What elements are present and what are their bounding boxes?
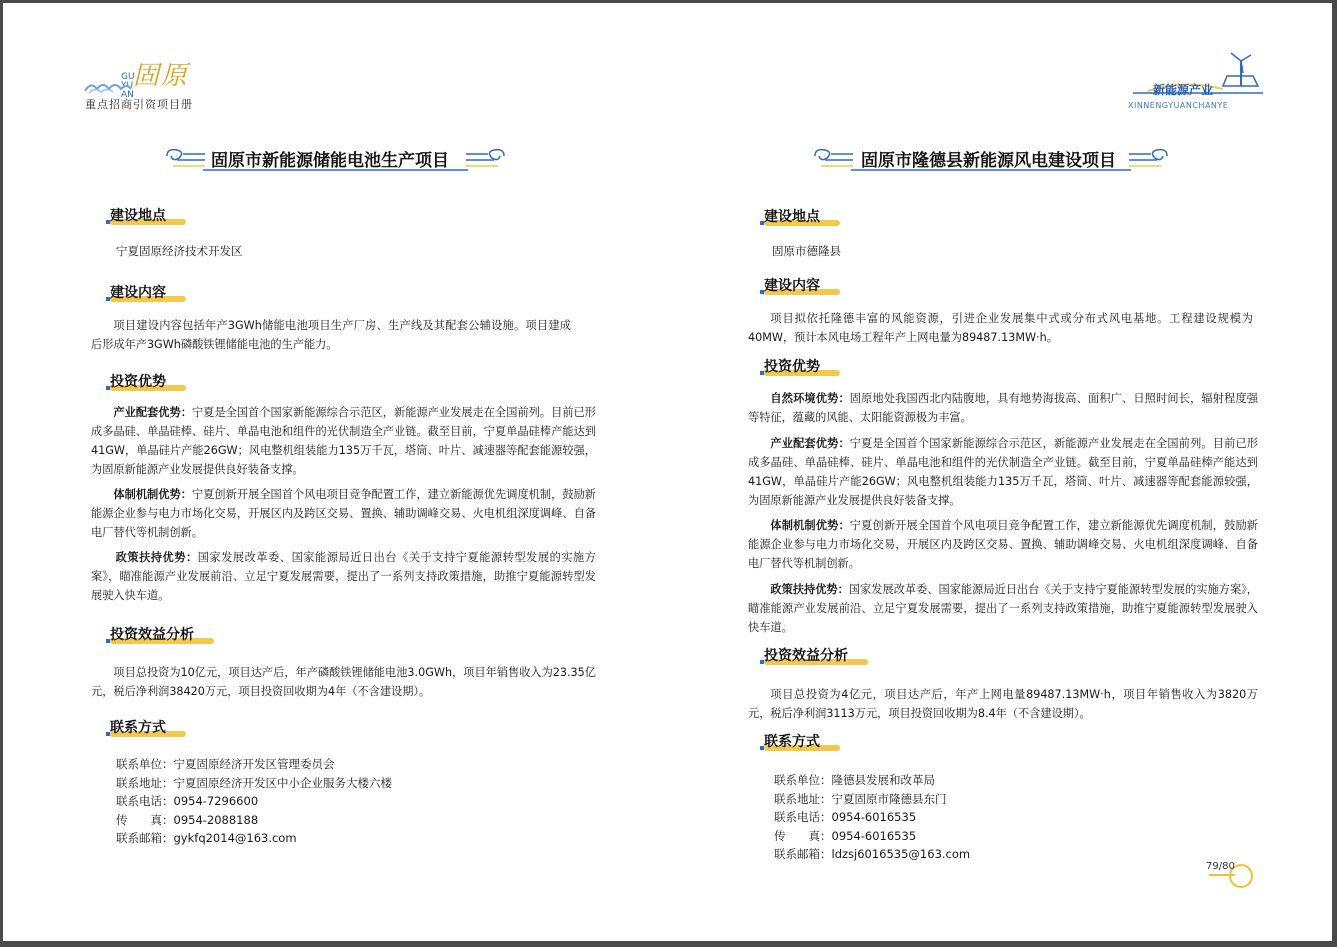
heading-text: 投资优势 <box>110 374 166 390</box>
contact-fax: 传 真：0954-2088188 <box>116 812 259 827</box>
left-benefit-text: 项目总投资为10亿元，项目达产后，年产磷酸铁锂储能电池3.0GWh，项目年销售收入为23.35亿元，税后净利润38420万元，项目投资回收期为4年（不含建设期）。 <box>91 666 596 698</box>
left-title-text: 固原市新能源储能电池生产项目 <box>211 151 449 171</box>
industry-pinyin: XINNENGYUANCHANYE <box>1128 101 1229 110</box>
contact-unit: 联系单位：隆德县发展和改革局 <box>774 773 935 787</box>
catalog-title: 重点招商引资项目册 <box>85 98 193 111</box>
right-heading-contact <box>760 731 820 753</box>
right-page-title <box>811 144 1171 174</box>
heading-text: 投资效益分析 <box>764 648 848 664</box>
right-contact-list <box>774 771 970 864</box>
adv-text: 宁夏创新开展全国首个风电项目竞争配置工作，建立新能源优先调度机制，鼓励新能源企业参与电力市场化交易，开展区内及跨区交易、置换、辅助调峰交易、火电机组深度调峰、自备电厂替代等机制创新。 <box>748 519 1258 570</box>
right-adv-nature <box>748 389 1258 427</box>
left-adv-policy <box>91 548 596 605</box>
heading-text: 投资优势 <box>764 359 820 375</box>
contact-phone: 联系电话：0954-7296600 <box>116 794 259 808</box>
contact-address: 联系地址：宁夏固原市隆德县东门 <box>774 791 947 806</box>
right-location-text: 固原市德隆县 <box>772 244 841 258</box>
heading-text: 投资效益分析 <box>110 627 194 643</box>
right-heading-advantages <box>760 356 820 378</box>
adv-label: 产业配套优势： <box>770 437 850 450</box>
right-benefit-text: 项目总投资为4亿元，项目达产后，年产上网电量89487.13MW·h，项目年销售收入为3820万元，税后净利润3113万元，项目投资回收期为8.4年（不含建设期）。 <box>748 688 1258 720</box>
adv-label: 政策扶持优势： <box>770 583 849 596</box>
logo-main-text: 固原 <box>133 61 190 91</box>
adv-text: 固原地处我国西北内陆腹地，具有地势海拔高、面积广、日照时间长，辐射程度强等特征，蕴藏的风能、太阳能资源极为丰富。 <box>748 392 1258 424</box>
right-adv-industry <box>748 434 1258 510</box>
adv-label: 体制机制优势： <box>113 488 192 501</box>
left-page-title <box>163 144 508 174</box>
adv-text: 国家发展改革委、国家能源局近日出台《关于支持宁夏能源转型发展的实施方案》，瞄准能源产业发展前沿、立足宁夏发展需要，提出了一系列支持政策措施，助推宁夏能源转型发展驶入快车道。 <box>748 583 1258 634</box>
left-adv-mechanism <box>91 485 596 542</box>
heading-text: 建设地点 <box>110 208 166 224</box>
contact-address: 联系地址：宁夏固原经济开发区中小企业服务大楼六楼 <box>116 775 392 790</box>
page-number: 79/80 <box>1206 861 1235 872</box>
adv-label: 产业配套优势： <box>113 406 192 419</box>
adv-label: 体制机制优势： <box>770 519 850 532</box>
left-location-text: 宁夏固原经济技术开发区 <box>116 244 243 258</box>
right-heading-location <box>760 206 820 228</box>
contact-email[interactable]: 联系邮箱：ldzsj6016535@163.com <box>774 847 971 861</box>
contact-email[interactable]: 联系邮箱：gykfq2014@163.com <box>116 831 297 845</box>
contact-unit: 联系单位：宁夏固原经济开发区管理委员会 <box>116 757 335 771</box>
adv-text: 国家发展改革委、国家能源局近日出台《关于支持宁夏能源转型发展的实施方案》，瞄准能源产业发展前沿、立足宁夏发展需要，提出了一系列支持政策措施，助推宁夏能源转型发展驶入快车道。 <box>91 551 596 602</box>
adv-text: 宁夏创新开展全国首个风电项目竞争配置工作，建立新能源优先调度机制，鼓励新能源企业参与电力市场化交易，开展区内及跨区交易、置换、辅助调峰交易、火电机组深度调峰、自备电厂替代等机制创新。 <box>91 488 596 539</box>
right-adv-mechanism <box>748 516 1258 573</box>
heading-text: 建设内容 <box>764 278 820 294</box>
industry-header <box>1123 51 1268 111</box>
heading-text: 联系方式 <box>110 720 166 736</box>
logo-small-text: GU YUAN <box>121 72 135 100</box>
document-spread <box>3 3 1332 941</box>
left-content-text: 项目建设内容包括年产3GWh储能电池项目生产厂房、生产线及其配套公辅设施。项目建成后形成年产3GWh磷酸铁锂储能电池的生产能力。 <box>91 319 571 351</box>
heading-text: 建设内容 <box>110 285 166 301</box>
adv-text: 宁夏是全国首个国家新能源综合示范区，新能源产业发展走在全国前列。目前已形成多晶硅、单晶硅棒、硅片、单晶电池和组件的光伏制造全产业链。截至目前，宁夏单晶硅棒产能达到41GW，单晶硅片产能26GW；风电整机组装能力135万千瓦，塔筒、叶片、减速器等配套能源较强，为固原新能源产业发展提供良好装备支撑。 <box>748 437 1258 507</box>
left-heading-benefit <box>106 624 194 646</box>
contact-phone: 联系电话：0954-6016535 <box>774 810 917 824</box>
right-heading-benefit <box>760 645 848 667</box>
right-adv-policy <box>748 580 1258 637</box>
left-heading-location <box>106 205 166 227</box>
heading-text: 建设地点 <box>764 209 820 225</box>
adv-text: 宁夏是全国首个国家新能源综合示范区，新能源产业发展走在全国前列。目前已形成多晶硅、单晶硅棒、硅片、单晶电池和组件的光伏制造全产业链。截至目前，宁夏单晶硅棒产能达到41GW，单晶硅片产能26GW；风电整机组装能力135万千瓦，塔筒、叶片、减速器等配套能源较强，为固原新能源产业发展提供良好装备支撑。 <box>91 406 596 476</box>
left-contact-list <box>116 755 392 848</box>
right-content-text: 项目拟依托隆德丰富的风能资源，引进企业发展集中式或分布式风电基地。工程建设规模为40MW，预计本风电场工程年产上网电量为89487.13MW·h。 <box>748 312 1253 344</box>
left-adv-industry <box>91 403 596 479</box>
page-number-underline <box>1209 874 1235 876</box>
left-heading-advantages <box>106 371 166 393</box>
contact-fax: 传 真：0954-6016535 <box>774 828 917 843</box>
heading-text: 联系方式 <box>764 734 820 750</box>
guyuan-logo <box>81 53 221 113</box>
industry-label: 新能源产业 <box>1153 83 1214 97</box>
right-title-text: 固原市隆德县新能源风电建设项目 <box>861 151 1116 171</box>
adv-label: 政策扶持优势： <box>115 551 198 564</box>
left-heading-content <box>106 282 166 304</box>
right-heading-content <box>760 275 820 297</box>
adv-label: 自然环境优势： <box>770 392 850 405</box>
cloud-waves-icon <box>83 77 133 95</box>
left-heading-contact <box>106 717 166 739</box>
